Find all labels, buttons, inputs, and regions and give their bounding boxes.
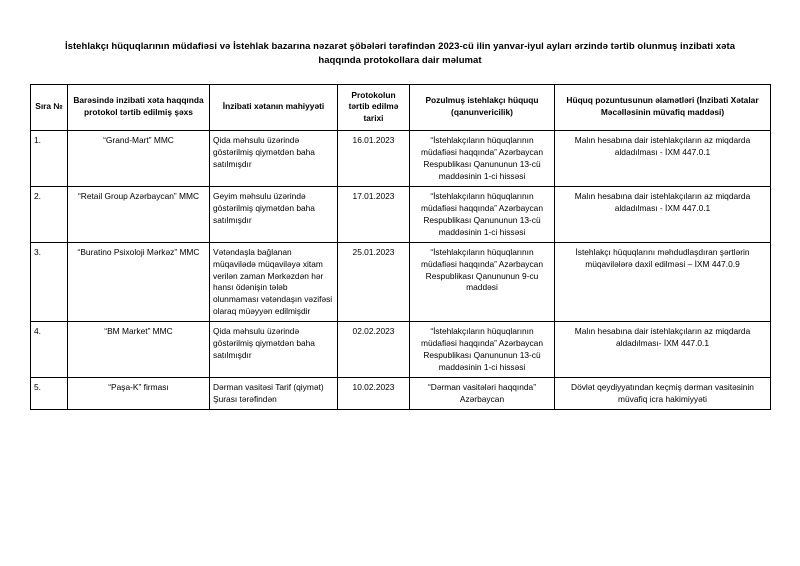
- cell-index: 3.: [31, 242, 68, 322]
- page-title: İstehlakçı hüquqlarının müdafiəsi və İstehlak bazarına nəzarət şöbələri tərəfindən 2023-cü ilin yanvar-iyul ayları ərzində tərtib olunmuş inzibati xəta haqqında protokollara dair məlumat: [64, 41, 736, 66]
- cell-nature: Qida məhsulu üzərində göstərilmiş qiymətdən baha satılmışdır: [210, 131, 338, 187]
- cell-index: 2.: [31, 186, 68, 242]
- cell-index: 4.: [31, 322, 68, 378]
- table-row: [31, 242, 771, 322]
- cell-date: 02.02.2023: [338, 322, 410, 378]
- column-header-sign: Hüquq pozuntusunun əlamətləri (İnzibati Xətalar Məcəlləsinin müvafiq maddəsi): [555, 84, 771, 131]
- table-row: [31, 131, 771, 187]
- cell-nature: Qida məhsulu üzərində göstərilmiş qiymətdən baha satılmışdır: [210, 322, 338, 378]
- cell-right-violated: “İstehlakçıların hüquqlarının müdafiəsi haqqında” Azərbaycan Respublikası Qanununun 13-cü maddəsinin 1-ci hissəsi: [410, 186, 555, 242]
- cell-index: 5.: [31, 377, 68, 409]
- cell-sign: Malın hesabına dair istehlakçıların az miqdarda aldadılması- İXM 447.0.1: [555, 322, 771, 378]
- cell-person: “Retail Group Azərbaycan” MMC: [68, 186, 210, 242]
- column-header-right-violated: Pozulmuş istehlakçı hüququ (qanunvericilik): [410, 84, 555, 131]
- column-header-person: Barəsində inzibati xəta haqqında protokol tərtib edilmiş şəxs: [68, 84, 210, 131]
- cell-person: “BM Market” MMC: [68, 322, 210, 378]
- column-header-nature: İnzibati xətanın mahiyyəti: [210, 84, 338, 131]
- cell-date: 25.01.2023: [338, 242, 410, 322]
- cell-right-violated: “Dərman vasitələri haqqında” Azərbaycan: [410, 377, 555, 409]
- cell-person: “Buratino Psixoloji Mərkəz” MMC: [68, 242, 210, 322]
- cell-date: 16.01.2023: [338, 131, 410, 187]
- table-row: [31, 377, 771, 409]
- table-row: [31, 322, 771, 378]
- cell-person: “Paşa-K” firması: [68, 377, 210, 409]
- cell-sign: Dövlət qeydiyyatından keçmiş dərman vasitəsinin müvafiq icra hakimiyyəti: [555, 377, 771, 409]
- cell-date: 10.02.2023: [338, 377, 410, 409]
- cell-right-violated: “İstehlakçıların hüquqlarının müdafiəsi haqqında” Azərbaycan Respublikası Qanununun 9-cu maddəsi: [410, 242, 555, 322]
- column-header-date: Protokolun tərtib edilmə tarixi: [338, 84, 410, 131]
- cell-index: 1.: [31, 131, 68, 187]
- protocol-table: [30, 84, 771, 410]
- cell-sign: Malın hesabına dair istehlakçıların az miqdarda aldadılması - İXM 447.0.1: [555, 131, 771, 187]
- cell-person: “Grand-Mart” MMC: [68, 131, 210, 187]
- cell-nature: Vətəndaşla bağlanan müqavilədə müqaviləyə xitam verilən zaman Mərkəzdən hər hansı ödənişin tələb olunmaması vətəndaşın vəzifəsi olaraq müəyyən edilmişdir: [210, 242, 338, 322]
- column-header-index: Sıra №: [31, 84, 68, 131]
- table-header-row: [31, 84, 771, 131]
- cell-sign: İstehlakçı hüquqlarını məhdudlaşdıran şərtlərin müqavilələrə daxil edilməsi – İXM 447.0.9: [555, 242, 771, 322]
- table-row: [31, 186, 771, 242]
- cell-right-violated: “İstehlakçıların hüquqlarının müdafiəsi haqqında” Azərbaycan Respublikası Qanununun 13-cü maddəsinin 1-ci hissəsi: [410, 322, 555, 378]
- cell-nature: Dərman vasitəsi Tarif (qiymət) Şurası tərəfindən: [210, 377, 338, 409]
- cell-nature: Geyim məhsulu üzərində göstərilmiş qiymətdən baha satılmışdır: [210, 186, 338, 242]
- cell-sign: Malın hesabına dair istehlakçıların az miqdarda aldadılması - İXM 447.0.1: [555, 186, 771, 242]
- cell-right-violated: “İstehlakçıların hüquqlarının müdafiəsi haqqında” Azərbaycan Respublikası Qanununun 13-cü maddəsinin 1-ci hissəsi: [410, 131, 555, 187]
- cell-date: 17.01.2023: [338, 186, 410, 242]
